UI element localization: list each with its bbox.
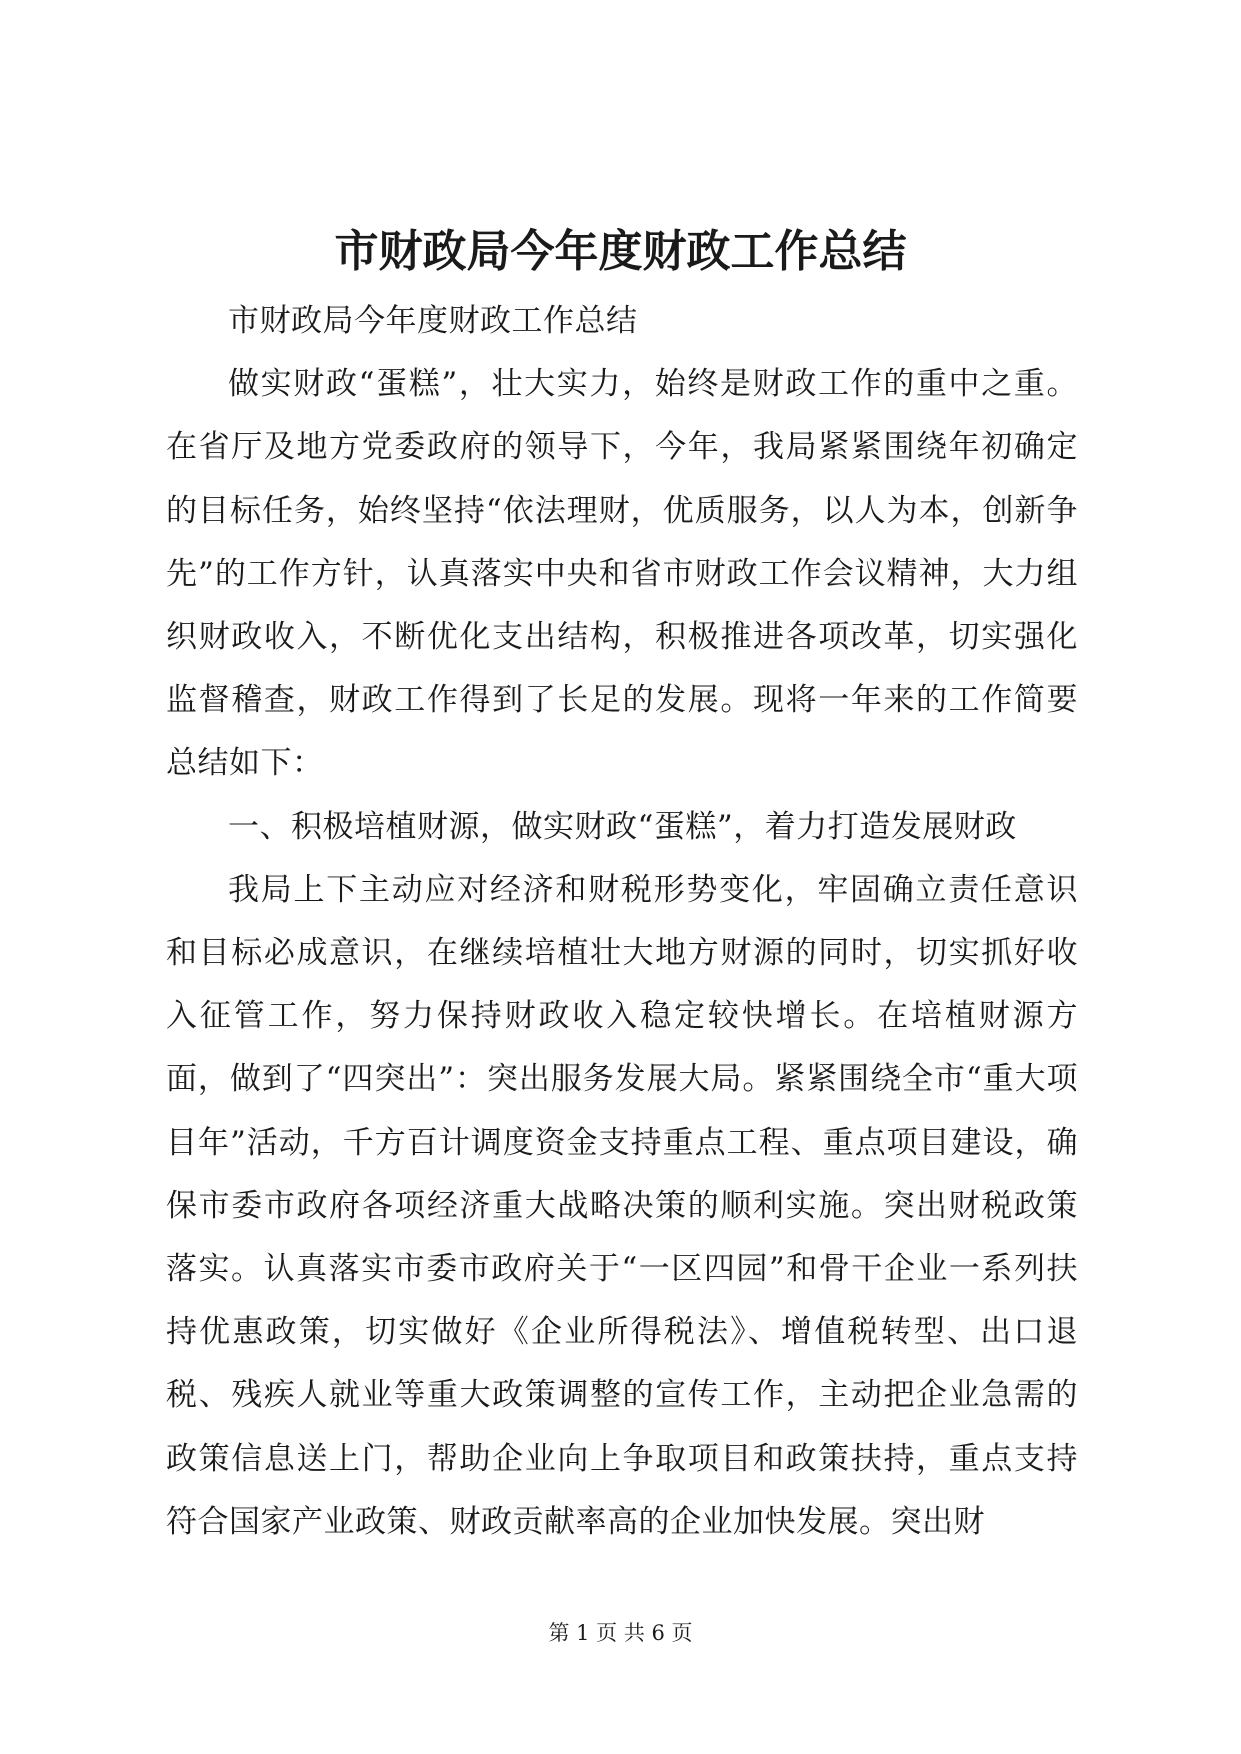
page-footer: 第 1 页 共 6 页 <box>548 1621 693 1645</box>
document-title: 市财政局今年度财政工作总结 <box>334 226 907 277</box>
document-body <box>166 290 1078 1554</box>
section-heading: 一、积极培植财源，做实财政“蛋糕”，着力打造发展财政 <box>228 808 1017 845</box>
section-paragraph: 我局上下主动应对经济和财税形势变化，牢固确立责任意识和目标必成意识，在继续培植壮大地方财源的同时，切实抓好收入征管工作，努力保持财政收入稳定较快增长。在培植财源方面，做到了“四突出”：突出服务发展大局。紧紧围绕全市“重大项目年”活动，千方百计调度资金支持重点工程、重点项目建设，确保市委市政府各项经济重大战略决策的顺利实施。突出财税政策落实。认真落实市委市政府关于“一区四园”和骨干企业一系列扶持优惠政策，切实做好《企业所得税法》、增值税转型、出口退税、残疾人就业等重大政策调整的宣传工作，主动把企业急需的政策信息送上门，帮助企业向上争取项目和政策扶持，重点支持符合国家产业政策、财政贡献率高的企业加快发展。突出财 <box>166 871 1078 1540</box>
intro-paragraph: 做实财政“蛋糕”，壮大实力，始终是财政工作的重中之重。在省厅及地方党委政府的领导下，今年，我局紧紧围绕年初确定的目标任务，始终坚持“依法理财，优质服务，以人为本，创新争先”的工作方针，认真落实中央和省市财政工作会议精神，大力组织财政收入，不断优化支出结构，积极推进各项改革，切实强化监督稽查，财政工作得到了长足的发展。现将一年来的工作简要总结如下： <box>166 366 1078 782</box>
subtitle-paragraph: 市财政局今年度财政工作总结 <box>228 303 638 339</box>
